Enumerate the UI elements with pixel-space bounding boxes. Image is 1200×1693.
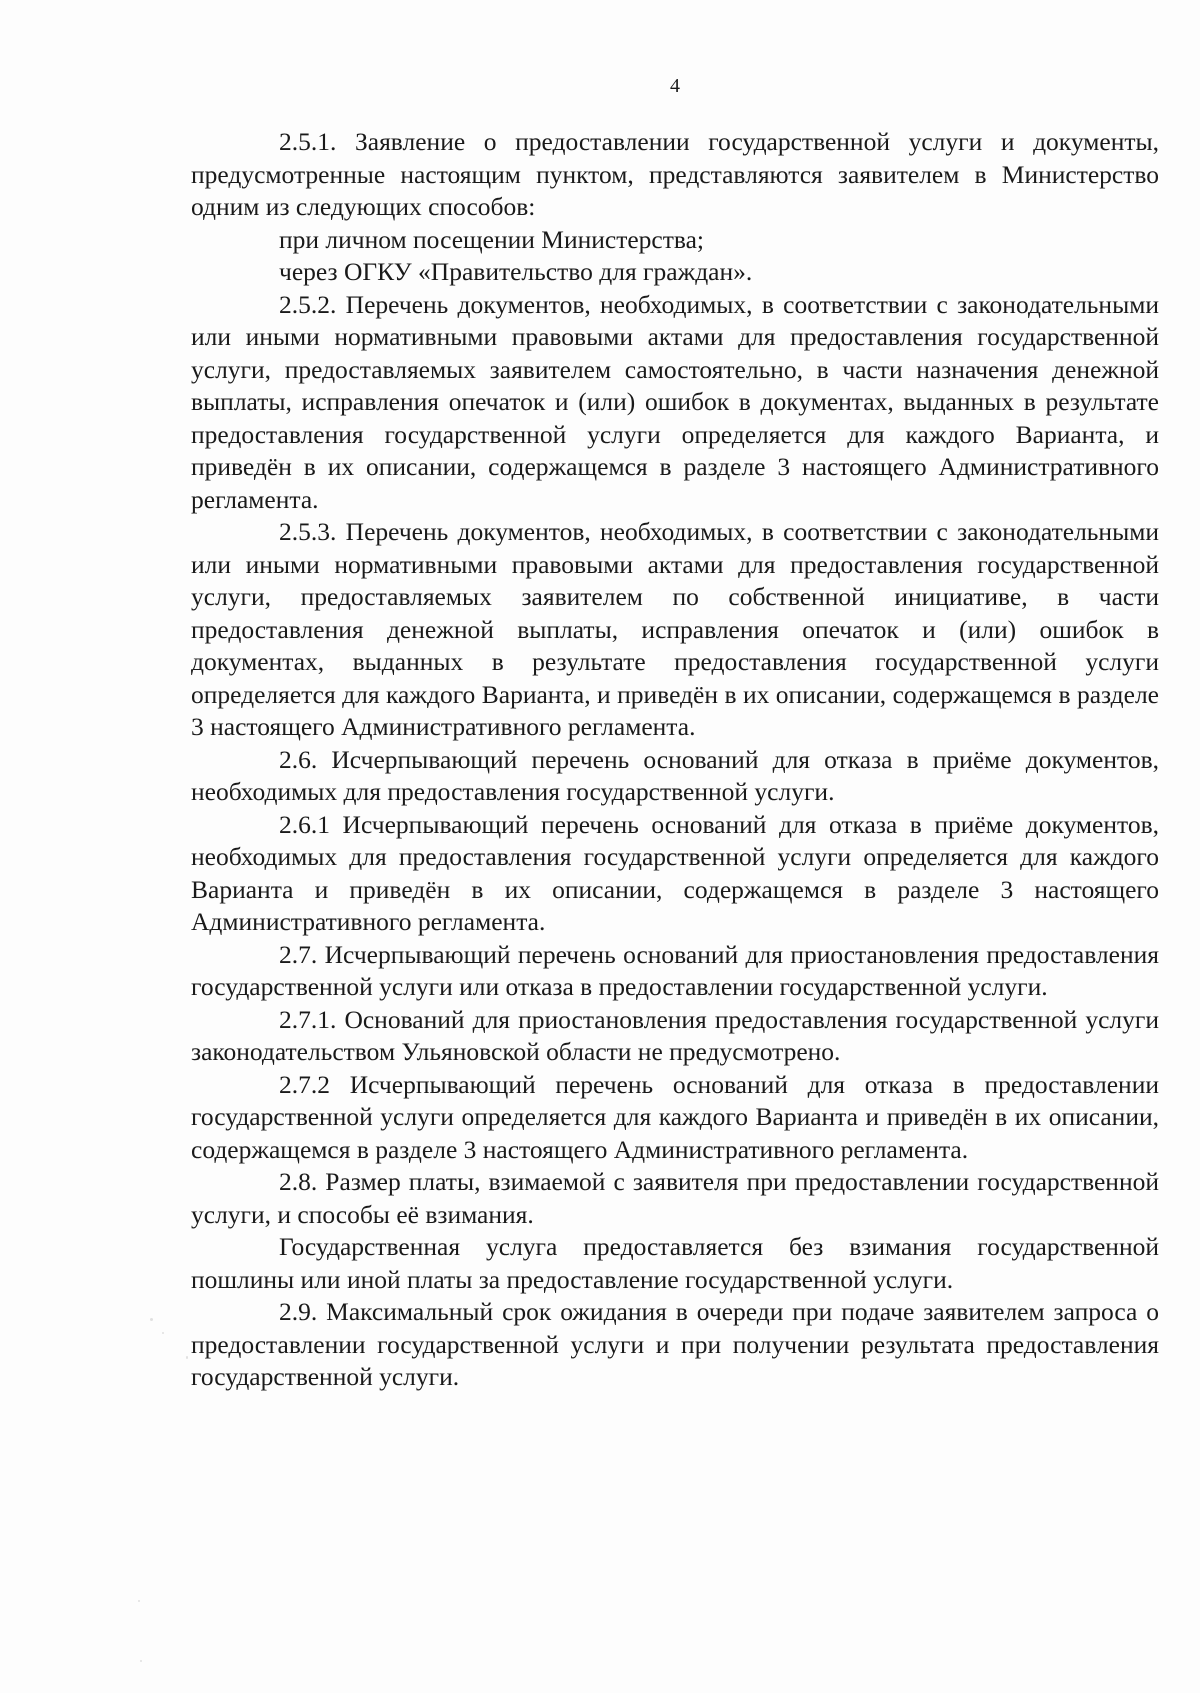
- scan-speck: [138, 1600, 140, 1602]
- paragraph-2-5-3: 2.5.3. Перечень документов, необходимых, в соответствии с законодательными или иными нормативными правовыми актами для предоставления государственной услуги, предоставляемых заявителем по собственной инициативе, в части предоставления денежной выплаты, исправления опечаток и (или) ошибок в документах, выданных в результате предоставления государственной услуги определяется для каждого Варианта, и приведён в их описании, содержащемся в разделе 3 настоящего Административного регламента.: [191, 517, 1159, 741]
- paragraph-2-6: 2.6. Исчерпывающий перечень оснований для отказа в приёме документов, необходимых для предоставления государственной услуги.: [191, 744, 1159, 806]
- scan-speck: [150, 1318, 153, 1321]
- paragraph-2-6-1: 2.6.1 Исчерпывающий перечень оснований для отказа в приёме документов, необходимых для предоставления государственной услуги определяется для каждого Варианта и приведён в их описании, содержащемся в разделе 3 настоящего Административного регламента.: [191, 809, 1159, 936]
- paragraph-2-5-2: 2.5.2. Перечень документов, необходимых, в соответствии с законодательными или иными нормативными правовыми актами для предоставления государственной услуги, предоставляемых заявителем самостоятельно, в части назначения денежной выплаты, исправления опечаток и (или) ошибок в документах, выданных в результате предоставления государственной услуги определяется для каждого Варианта, и приведён в их описании, содержащемся в разделе 3 настоящего Административного регламента.: [191, 289, 1159, 514]
- document-body: [191, 126, 1159, 1394]
- paragraph-2-7-1: 2.7.1. Оснований для приостановления предоставления государственной услуги законодательством Ульяновской области не предусмотрено.: [191, 1004, 1159, 1066]
- scan-speck: [140, 1660, 142, 1662]
- paragraph-2-7-2: 2.7.2 Исчерпывающий перечень оснований для отказа в предоставлении государственной услуги определяется для каждого Варианта и приведён в их описании, содержащемся в разделе 3 настоящего Административного регламента.: [191, 1069, 1159, 1164]
- paragraph-2-7: 2.7. Исчерпывающий перечень оснований для приостановления предоставления государственной услуги или отказа в предоставлении государственной услуги.: [191, 939, 1159, 1001]
- paragraph-2-8: 2.8. Размер платы, взимаемой с заявителя при предоставлении государственной услуги, и способы её взимания.: [191, 1167, 1159, 1229]
- list-item-personal-visit: при личном посещении Министерства;: [279, 224, 704, 254]
- paragraph-fee-exemption: Государственная услуга предоставляется без взимания государственной пошлины или иной платы за предоставление государственной услуги.: [191, 1232, 1159, 1294]
- scan-speck: [162, 1332, 164, 1334]
- page-number: 4: [670, 75, 680, 97]
- scan-speck: [186, 1356, 188, 1359]
- list-item-ogku: через ОГКУ «Правительство для граждан».: [279, 257, 753, 286]
- paragraph-2-5-1: 2.5.1. Заявление о предоставлении государственной услуги и документы, предусмотренные настоящим пунктом, представляются заявителем в Министерство одним из следующих способов:: [191, 127, 1159, 221]
- paragraph-2-9: 2.9. Максимальный срок ожидания в очереди при подаче заявителем запроса о предоставлении государственной услуги и при получении результата предоставления государственной услуги.: [191, 1297, 1159, 1391]
